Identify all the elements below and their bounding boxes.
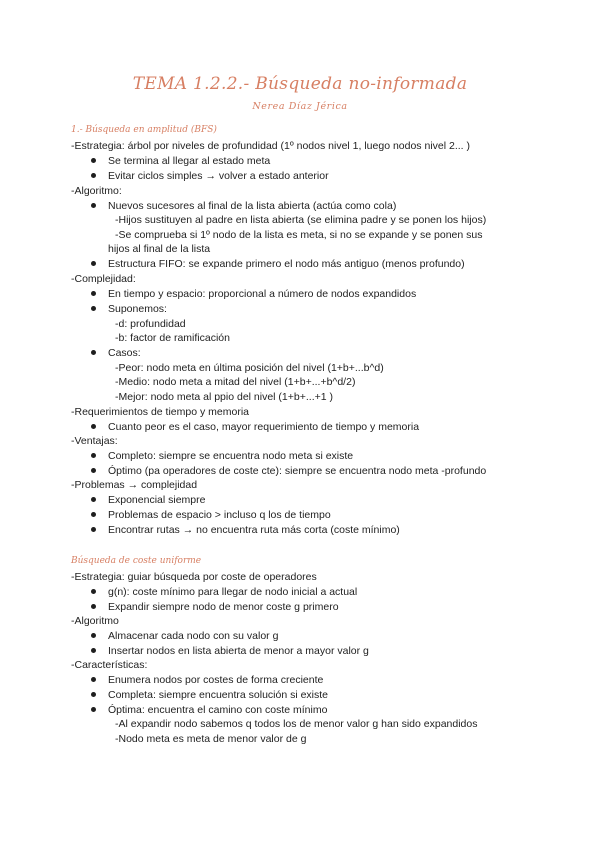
bullet-icon: [91, 468, 96, 473]
sub-item: -Peor: nodo meta en última posición del nivel (1+b+...b^d): [115, 362, 384, 374]
bullet-icon: [91, 633, 96, 638]
bullet-icon: [91, 527, 96, 532]
text-line: -Características:: [71, 659, 148, 671]
bullet-icon: [91, 173, 96, 178]
list-item: Se termina al llegar al estado meta: [108, 155, 271, 167]
sub-item: -Nodo meta es meta de menor valor de g: [115, 733, 307, 745]
list-item: Almacenar cada nodo con su valor g: [108, 630, 279, 642]
bullet-icon: [91, 604, 96, 609]
text-line: -Ventajas:: [71, 435, 118, 447]
author-name: Nerea Díaz Jérica: [252, 101, 348, 112]
bullet-icon: [91, 453, 96, 458]
list-item: Completa: siempre encuentra solución si existe: [108, 689, 329, 701]
bullet-icon: [91, 589, 96, 594]
sub-item: -Al expandir nodo sabemos q todos los de menor valor g han sido expandidos: [115, 718, 478, 730]
list-item: Suponemos:: [108, 303, 167, 315]
list-item: En tiempo y espacio: proporcional a número de nodos expandidos: [108, 288, 417, 300]
sub-item-continuation: hijos al final de la lista: [108, 243, 211, 255]
sub-item: -Hijos sustituyen al padre en lista abierta (se elimina padre y se ponen los hijos): [115, 214, 487, 226]
list-item: Óptima: encuentra el camino con coste mínimo: [108, 704, 328, 716]
text-line: -Algoritmo:: [71, 185, 122, 197]
text-line: -Algoritmo: [71, 615, 119, 627]
list-item: Estructura FIFO: se expande primero el nodo más antiguo (menos profundo): [108, 258, 465, 270]
list-item: Completo: siempre se encuentra nodo meta si existe: [108, 450, 354, 462]
list-item: Óptimo (pa operadores de coste cte): siempre se encuentra nodo meta -profundo: [108, 465, 487, 477]
bullet-icon: [91, 203, 96, 208]
bullet-icon: [91, 692, 96, 697]
text-line: -Problemas → complejidad: [71, 479, 198, 491]
list-item: Evitar ciclos simples → volver a estado anterior: [108, 170, 329, 182]
bullet-icon: [91, 677, 96, 682]
bullet-icon: [91, 497, 96, 502]
section-heading-uniform-cost: Búsqueda de coste uniforme: [71, 556, 202, 566]
list-item: Expandir siempre nodo de menor coste g primero: [108, 601, 339, 613]
text-line: -Complejidad:: [71, 273, 136, 285]
list-item: Exponencial siempre: [108, 494, 206, 506]
text-line: -Estrategia: árbol por niveles de profundidad (1º nodos nivel 1, luego nodos nivel 2... ): [71, 140, 470, 152]
list-item: Cuanto peor es el caso, mayor requerimiento de tiempo y memoria: [108, 421, 420, 433]
sub-item: -b: factor de ramificación: [115, 332, 230, 344]
text-line: -Estrategia: guiar búsqueda por coste de operadores: [71, 571, 317, 583]
bullet-icon: [91, 424, 96, 429]
sub-item: -Se comprueba si 1º nodo de la lista es meta, si no se expande y se ponen sus: [115, 229, 483, 241]
bullet-icon: [91, 512, 96, 517]
bullet-icon: [91, 261, 96, 266]
bullet-icon: [91, 648, 96, 653]
list-item: g(n): coste mínimo para llegar de nodo inicial a actual: [108, 586, 358, 598]
text-line: -Requerimientos de tiempo y memoria: [71, 406, 249, 418]
bullet-icon: [91, 707, 96, 712]
bullet-icon: [91, 158, 96, 163]
section-heading-bfs: 1.- Búsqueda en amplitud (BFS): [71, 125, 217, 135]
list-item: Problemas de espacio > incluso q los de tiempo: [108, 509, 331, 521]
sub-item: -Medio: nodo meta a mitad del nivel (1+b+...+b^d/2): [115, 376, 356, 388]
list-item: Enumera nodos por costes de forma creciente: [108, 674, 324, 686]
bullet-icon: [91, 291, 96, 296]
list-item: Encontrar rutas → no encuentra ruta más corta (coste mínimo): [108, 524, 400, 536]
sub-item: -Mejor: nodo meta al ppio del nivel (1+b+...+1 ): [115, 391, 333, 403]
list-item: Casos:: [108, 347, 141, 359]
bullet-icon: [91, 306, 96, 311]
bullet-icon: [91, 350, 96, 355]
document-title: TEMA 1.2.2.- Búsqueda no-informada: [132, 74, 468, 94]
list-item: Insertar nodos en lista abierta de menor a mayor valor g: [108, 645, 369, 657]
list-item: Nuevos sucesores al final de la lista abierta (actúa como cola): [108, 200, 397, 212]
sub-item: -d: profundidad: [115, 318, 186, 330]
